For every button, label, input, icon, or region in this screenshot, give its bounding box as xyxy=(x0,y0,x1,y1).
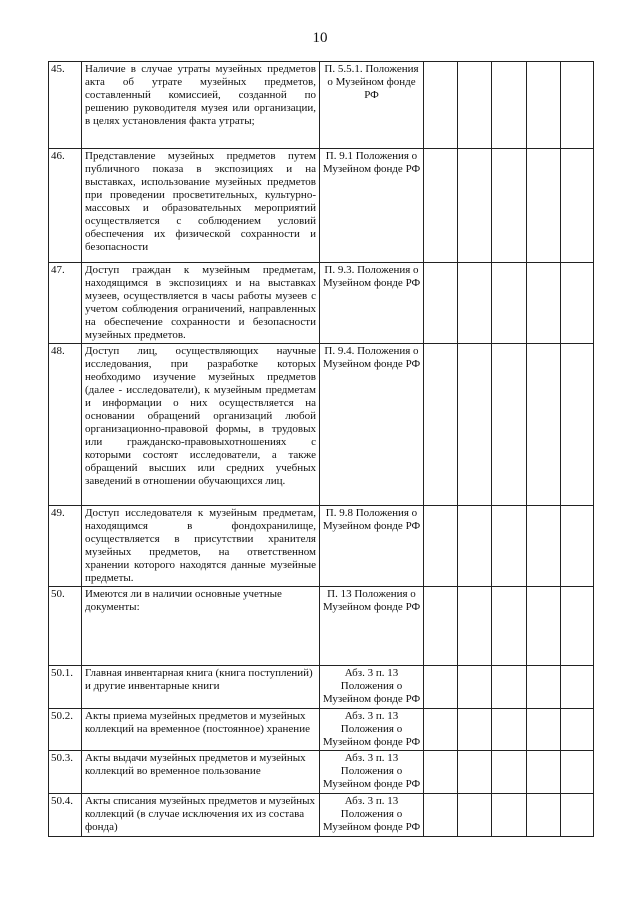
answer-cell xyxy=(561,62,594,149)
row-number: 50.4. xyxy=(49,794,82,837)
answer-cell xyxy=(458,751,492,794)
row-number: 46. xyxy=(49,149,82,263)
answer-cell xyxy=(527,62,561,149)
requirement-text: Доступ лиц, осуществляющих научные исследования, при разработке которых необходимо изучение музейных предметов (далее - исследователи), к музейным предметам и информации о них осуществляется на основании обращений организаций любой организационно-правовой формы, в трудовых или гражданско-правовыхотношениях с которыми состоят исследователи, а также обращений высших или средних учебных заведений в отношении обучающихся лиц. xyxy=(82,344,320,506)
answer-cell xyxy=(424,62,458,149)
answer-cell xyxy=(561,709,594,751)
answer-cell xyxy=(561,506,594,587)
table-row xyxy=(49,709,594,751)
requirement-text: Главная инвентарная книга (книга поступлений) и другие инвентарные книги xyxy=(82,666,320,709)
answer-cell xyxy=(527,751,561,794)
answer-cell xyxy=(458,62,492,149)
answer-cell xyxy=(527,149,561,263)
answer-cell xyxy=(561,751,594,794)
answer-cell xyxy=(492,587,527,666)
answer-cell xyxy=(492,794,527,837)
answer-cell xyxy=(492,506,527,587)
requirement-text: Акты списания музейных предметов и музейных коллекций (в случае исключения их из состава фонда) xyxy=(82,794,320,837)
answer-cell xyxy=(458,344,492,506)
answer-cell xyxy=(561,587,594,666)
legal-reference: П. 9.8 Положения о Музейном фонде РФ xyxy=(320,506,424,587)
answer-cell xyxy=(561,344,594,506)
table-row xyxy=(49,62,594,149)
checklist-table xyxy=(48,61,594,837)
answer-cell xyxy=(458,709,492,751)
requirement-text: Доступ граждан к музейным предметам, находящимся в экспозициях и на выставках музеев, осуществляется в часы работы музеев с учетом соблюдения ограничений, направленных на обеспечение сохранности и безопасности музейных предметов. xyxy=(82,263,320,344)
requirement-text: Наличие в случае утраты музейных предметов акта об утрате музейных предметов, составленный комиссией, созданной по решению руководителя музея или организации, в целях установления факта утраты; xyxy=(82,62,320,149)
answer-cell xyxy=(424,344,458,506)
answer-cell xyxy=(527,344,561,506)
answer-cell xyxy=(527,794,561,837)
row-number: 50.2. xyxy=(49,709,82,751)
table-row xyxy=(49,344,594,506)
table-row xyxy=(49,751,594,794)
legal-reference: П. 9.1 Положения о Музейном фонде РФ xyxy=(320,149,424,263)
answer-cell xyxy=(424,149,458,263)
row-number: 45. xyxy=(49,62,82,149)
row-number: 50.3. xyxy=(49,751,82,794)
table-row xyxy=(49,666,594,709)
answer-cell xyxy=(561,666,594,709)
row-number: 47. xyxy=(49,263,82,344)
requirement-text: Представление музейных предметов путем публичного показа в экспозициях и на выставках, использование музейных предметов при проведении просветительных, культурно-массовых и образовательных мероприятий осуществляется с соблюдением условий обеспечения их физической сохранности и безопасности xyxy=(82,149,320,263)
answer-cell xyxy=(561,263,594,344)
answer-cell xyxy=(492,709,527,751)
answer-cell xyxy=(424,794,458,837)
answer-cell xyxy=(561,149,594,263)
answer-cell xyxy=(561,794,594,837)
answer-cell xyxy=(492,62,527,149)
legal-reference: Абз. 3 п. 13 Положения о Музейном фонде РФ xyxy=(320,709,424,751)
table-row xyxy=(49,587,594,666)
answer-cell xyxy=(492,344,527,506)
table-row xyxy=(49,506,594,587)
requirement-text: Акты выдачи музейных предметов и музейных коллекций во временное пользование xyxy=(82,751,320,794)
answer-cell xyxy=(424,506,458,587)
requirement-text: Акты приема музейных предметов и музейных коллекций на временное (постоянное) хранение xyxy=(82,709,320,751)
table-row xyxy=(49,263,594,344)
answer-cell xyxy=(492,149,527,263)
answer-cell xyxy=(527,587,561,666)
answer-cell xyxy=(492,751,527,794)
legal-reference: П. 9.3. Положения о Музейном фонде РФ xyxy=(320,263,424,344)
legal-reference: П. 13 Положения о Музейном фонде РФ xyxy=(320,587,424,666)
row-number: 50. xyxy=(49,587,82,666)
answer-cell xyxy=(527,709,561,751)
legal-reference: П. 5.5.1. Положения о Музейном фонде РФ xyxy=(320,62,424,149)
answer-cell xyxy=(458,794,492,837)
answer-cell xyxy=(458,666,492,709)
answer-cell xyxy=(458,263,492,344)
answer-cell xyxy=(424,263,458,344)
answer-cell xyxy=(458,587,492,666)
answer-cell xyxy=(424,751,458,794)
answer-cell xyxy=(492,263,527,344)
answer-cell xyxy=(527,666,561,709)
legal-reference: Абз. 3 п. 13 Положения о Музейном фонде РФ xyxy=(320,666,424,709)
requirement-text: Имеются ли в наличии основные учетные документы: xyxy=(82,587,320,666)
row-number: 48. xyxy=(49,344,82,506)
table-row xyxy=(49,794,594,837)
row-number: 50.1. xyxy=(49,666,82,709)
answer-cell xyxy=(424,709,458,751)
table-row xyxy=(49,149,594,263)
legal-reference: Абз. 3 п. 13 Положения о Музейном фонде РФ xyxy=(320,794,424,837)
answer-cell xyxy=(424,666,458,709)
answer-cell xyxy=(492,666,527,709)
answer-cell xyxy=(527,263,561,344)
requirement-text: Доступ исследователя к музейным предметам, находящимся в фондохранилище, осуществляется в присутствии хранителя музейных предметов, на ответственном хранении которого находятся данные музейные предметы. xyxy=(82,506,320,587)
legal-reference: П. 9.4. Положения о Музейном фонде РФ xyxy=(320,344,424,506)
answer-cell xyxy=(424,587,458,666)
answer-cell xyxy=(458,506,492,587)
row-number: 49. xyxy=(49,506,82,587)
answer-cell xyxy=(527,506,561,587)
legal-reference: Абз. 3 п. 13 Положения о Музейном фонде РФ xyxy=(320,751,424,794)
answer-cell xyxy=(458,149,492,263)
page-number: 10 xyxy=(312,30,328,46)
